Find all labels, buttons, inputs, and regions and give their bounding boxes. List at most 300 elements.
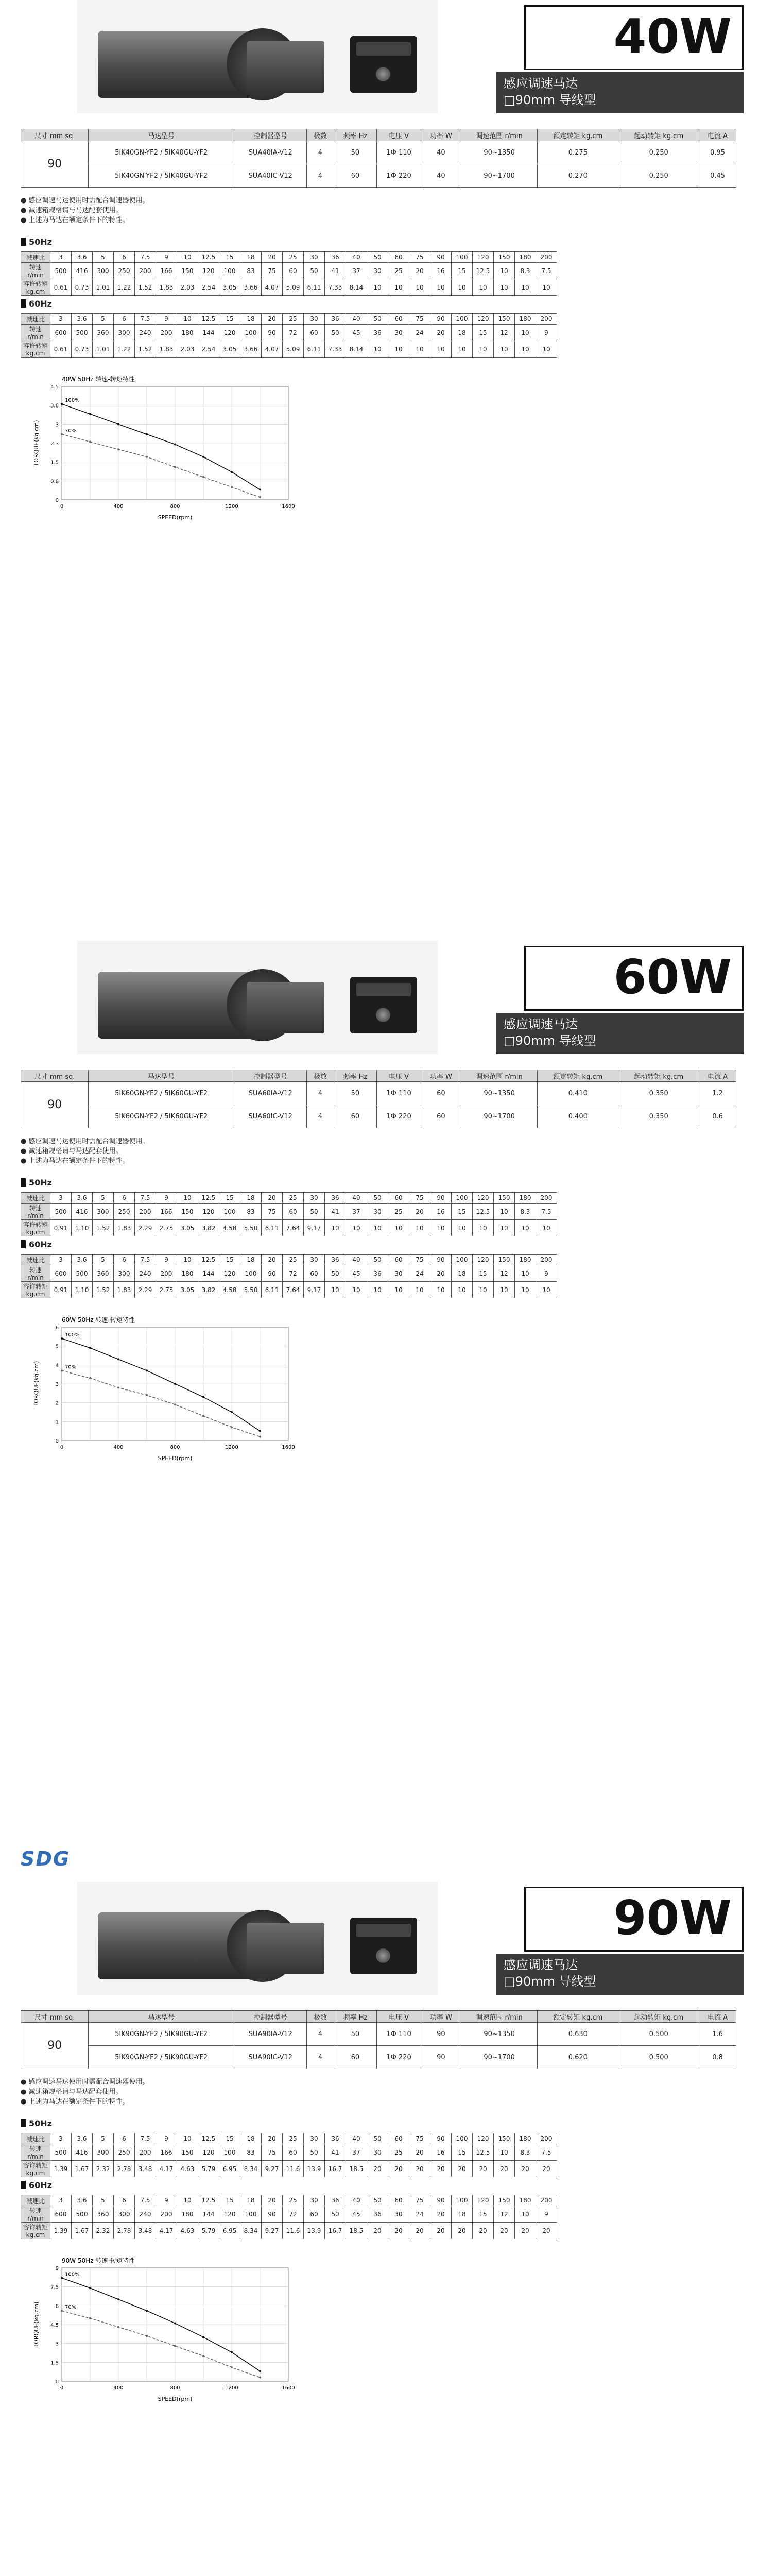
y-tick-label: 1: [55, 1419, 59, 1426]
gear-cell: 120: [219, 325, 240, 341]
series-line: [62, 1338, 260, 1431]
gear-cell: 1.52: [135, 279, 156, 296]
gear-cell: 5.09: [283, 341, 304, 358]
spec-cell-rng: 90~1700: [461, 164, 538, 188]
spec-header-ctrl: 控制器型号: [234, 1070, 307, 1082]
y-tick-label: 3: [55, 2341, 59, 2347]
gear-cell: 83: [240, 1204, 262, 1220]
gear-cell: 180: [177, 2206, 198, 2223]
spec-cell-model: 5IK90GN-YF2 / 5IK90GU-YF2: [89, 2023, 234, 2046]
spec-table: [21, 129, 736, 188]
spec-cell-model: 5IK40GN-YF2 / 5IK40GU-YF2: [89, 141, 234, 164]
gear-cell: 50: [304, 263, 325, 279]
gear-cell: 18.5: [346, 2223, 367, 2239]
data-point: [259, 2370, 261, 2372]
gear-cell: 50: [367, 252, 388, 263]
gear-cell: 10: [515, 279, 536, 296]
legend-label: 100%: [65, 2272, 80, 2278]
controller-image: [350, 1918, 417, 1974]
spec-header-nom: 额定转矩 kg.cm: [538, 1070, 618, 1082]
y-tick-label: 7.5: [50, 2284, 59, 2291]
gear-cell: 3.6: [72, 1255, 93, 1265]
table-row: [21, 2144, 557, 2161]
note-line: ● 减速箱规格请与马达配套使用。: [21, 1147, 123, 1155]
gear-cell: 60: [388, 2133, 409, 2144]
gear-cell: 300: [114, 325, 135, 341]
gear-cell: 60: [283, 263, 304, 279]
gear-row-header: 容许转矩 kg.cm: [21, 1220, 50, 1236]
gear-cell: 3: [50, 1255, 72, 1265]
gear-cell: 6: [114, 314, 135, 325]
gear-cell: 6.11: [262, 1282, 283, 1298]
gear-cell: 20: [409, 2161, 430, 2177]
gear-cell: 20: [367, 2223, 388, 2239]
gear-cell: 0.73: [72, 341, 93, 358]
spec-cell-freq: 50: [334, 141, 376, 164]
x-tick-label: 800: [170, 504, 180, 510]
spec-header-rng: 调速范围 r/min: [461, 2011, 538, 2023]
gear-table-60hz: [21, 1254, 557, 1298]
gear-cell: 7.64: [283, 1282, 304, 1298]
spec-header-start: 起动转矩 kg.cm: [618, 2011, 699, 2023]
data-point: [61, 1369, 63, 1371]
data-point: [146, 2335, 148, 2337]
gear-cell: 3.6: [72, 1193, 93, 1204]
torque-speed-chart: [31, 2252, 299, 2407]
gear-cell: 8.14: [346, 279, 367, 296]
gear-cell: 600: [50, 1265, 72, 1282]
gear-cell: 2.32: [93, 2161, 114, 2177]
gear-cell: 500: [50, 263, 72, 279]
gear-cell: 40: [346, 2195, 367, 2206]
spec-header-frame: 尺寸 mm sq.: [21, 1070, 89, 1082]
spec-table: [21, 1070, 736, 1128]
spec-cell-cap: 90: [421, 2023, 461, 2046]
gear-cell: 8.3: [515, 263, 536, 279]
hz60-label: 60Hz: [21, 2180, 52, 2190]
gear-cell: 2.32: [93, 2223, 114, 2239]
hz60-label: 60Hz: [21, 1240, 52, 1249]
wattage-title: 60W: [613, 950, 732, 1005]
data-point: [202, 1415, 204, 1417]
data-point: [231, 2351, 233, 2353]
gear-cell: 25: [283, 2195, 304, 2206]
series-line: [62, 434, 260, 497]
gear-cell: 12: [494, 325, 515, 341]
gear-cell: 5: [93, 2133, 114, 2144]
gear-cell: 20: [515, 2223, 536, 2239]
gear-cell: 16.7: [325, 2223, 346, 2239]
gear-cell: 3.6: [72, 2195, 93, 2206]
gear-cell: 1.01: [93, 341, 114, 358]
gear-cell: 150: [177, 2144, 198, 2161]
gear-cell: 10: [515, 341, 536, 358]
gear-cell: 180: [515, 252, 536, 263]
gear-cell: 100: [452, 252, 473, 263]
gear-cell: 8.3: [515, 1204, 536, 1220]
gear-cell: 10: [367, 1282, 388, 1298]
gear-cell: 1.39: [50, 2223, 72, 2239]
gear-cell: 150: [177, 1204, 198, 1220]
data-point: [231, 1411, 233, 1413]
spec-header-start: 起动转矩 kg.cm: [618, 129, 699, 141]
y-tick-label: 3: [55, 1382, 59, 1387]
x-tick-label: 800: [170, 2385, 180, 2391]
product-photo: [77, 0, 438, 113]
gear-cell: 20: [262, 2195, 283, 2206]
data-point: [202, 476, 204, 478]
gear-cell: 10: [536, 1282, 557, 1298]
gear-cell: 36: [325, 1193, 346, 1204]
gear-cell: 24: [409, 2206, 430, 2223]
gear-cell: 12.5: [198, 252, 219, 263]
gear-cell: 10: [515, 1265, 536, 1282]
gear-cell: 12.5: [473, 1204, 494, 1220]
gear-cell: 3.82: [198, 1220, 219, 1236]
data-point: [146, 433, 148, 435]
gear-cell: 9: [156, 252, 177, 263]
gear-cell: 16: [430, 263, 452, 279]
data-point: [146, 1369, 148, 1371]
note-line: ● 感应调速马达使用时需配合调速器使用。: [21, 2078, 149, 2086]
spec-cell-nom: 0.630: [538, 2023, 618, 2046]
gear-cell: 3.66: [240, 341, 262, 358]
speed-knob-icon: [376, 1948, 390, 1963]
gear-cell: 30: [304, 314, 325, 325]
series-line: [62, 2311, 260, 2378]
subtitle-band: [496, 1954, 744, 1995]
gear-cell: 200: [536, 2133, 557, 2144]
gear-cell: 36: [367, 1265, 388, 1282]
gear-cell: 150: [494, 252, 515, 263]
data-point: [89, 413, 91, 415]
gear-cell: 37: [346, 2144, 367, 2161]
legend-label: 100%: [65, 1332, 80, 1338]
gear-cell: 500: [72, 1265, 93, 1282]
spec-cell-rng: 90~1350: [461, 141, 538, 164]
gear-cell: 60: [388, 252, 409, 263]
gear-cell: 120: [198, 2144, 219, 2161]
gear-cell: 10: [515, 325, 536, 341]
data-point: [174, 466, 176, 468]
gear-cell: 166: [156, 263, 177, 279]
gear-cell: 300: [93, 2144, 114, 2161]
gear-cell: 1.67: [72, 2223, 93, 2239]
table-row: [21, 2133, 557, 2144]
data-point: [117, 2326, 119, 2328]
table-row: [21, 1255, 557, 1265]
gear-cell: 37: [346, 1204, 367, 1220]
gear-cell: 15: [473, 325, 494, 341]
gear-cell: 200: [536, 1193, 557, 1204]
gear-cell: 15: [219, 1193, 240, 1204]
gear-cell: 18: [240, 2133, 262, 2144]
product-section: [0, 0, 759, 941]
frame-type: □90mm 导线型: [504, 93, 596, 107]
data-point: [117, 1386, 119, 1388]
gear-cell: 18: [240, 1255, 262, 1265]
gear-cell: 10: [452, 1220, 473, 1236]
gear-cell: 6: [114, 1255, 135, 1265]
gear-cell: 9: [536, 325, 557, 341]
note-line: ● 上述为马达在额定条件下的特性。: [21, 216, 129, 224]
data-point: [231, 2366, 233, 2368]
gear-cell: 5: [93, 1255, 114, 1265]
gear-cell: 10: [494, 279, 515, 296]
gear-cell: 25: [283, 2133, 304, 2144]
gear-cell: 60: [304, 1265, 325, 1282]
spec-header-model: 马达型号: [89, 129, 234, 141]
note-line: ● 上述为马达在额定条件下的特性。: [21, 1157, 129, 1165]
y-tick-label: 2: [55, 1400, 59, 1406]
gear-cell: 2.29: [135, 1220, 156, 1236]
spec-header-ctrl: 控制器型号: [234, 2011, 307, 2023]
gear-cell: 5.09: [283, 279, 304, 296]
gear-cell: 600: [50, 2206, 72, 2223]
gear-cell: 20: [409, 2144, 430, 2161]
gear-cell: 30: [304, 2133, 325, 2144]
frame-size: 90: [21, 2023, 89, 2069]
gear-cell: 7.5: [536, 2144, 557, 2161]
gear-cell: 120: [219, 1265, 240, 1282]
gear-cell: 4.17: [156, 2161, 177, 2177]
spec-header-cap: 功率 W: [421, 1070, 461, 1082]
gear-cell: 90: [262, 325, 283, 341]
gear-cell: 500: [72, 2206, 93, 2223]
y-tick-label: 3: [55, 422, 59, 428]
gear-cell: 20: [430, 2161, 452, 2177]
gear-cell: 15: [473, 2206, 494, 2223]
spec-header-pole: 极数: [307, 2011, 334, 2023]
gear-cell: 500: [50, 1204, 72, 1220]
spec-cell-nom: 0.620: [538, 2046, 618, 2069]
gear-cell: 7.33: [325, 279, 346, 296]
note-line: ● 减速箱规格请与马达配套使用。: [21, 2088, 123, 2096]
spec-cell-model: 5IK40GN-YF2 / 5IK40GU-YF2: [89, 164, 234, 188]
gear-cell: 10: [494, 2144, 515, 2161]
gear-cell: 200: [135, 263, 156, 279]
gear-cell: 10: [430, 341, 452, 358]
gear-cell: 75: [262, 1204, 283, 1220]
gear-cell: 75: [409, 314, 430, 325]
gear-cell: 600: [50, 325, 72, 341]
gear-cell: 20: [262, 2133, 283, 2144]
gear-cell: 100: [240, 2206, 262, 2223]
spec-cell-nom: 0.275: [538, 141, 618, 164]
gear-cell: 200: [156, 2206, 177, 2223]
spec-cell-ctrl: SUA40IA-V12: [234, 141, 307, 164]
gear-cell: 180: [177, 1265, 198, 1282]
table-row: [21, 1105, 736, 1128]
gear-cell: 150: [494, 1193, 515, 1204]
spec-header-start: 起动转矩 kg.cm: [618, 1070, 699, 1082]
gear-cell: 8.34: [240, 2223, 262, 2239]
gear-cell: 0.61: [50, 341, 72, 358]
spec-cell-rng: 90~1350: [461, 2023, 538, 2046]
gear-cell: 16.7: [325, 2161, 346, 2177]
gear-cell: 75: [409, 1193, 430, 1204]
series-line: [62, 404, 260, 489]
gear-cell: 18: [452, 2206, 473, 2223]
gear-cell: 41: [325, 1204, 346, 1220]
data-point: [146, 456, 148, 458]
data-point: [202, 2355, 204, 2357]
gear-cell: 10: [536, 279, 557, 296]
x-tick-label: 800: [170, 1445, 180, 1450]
gear-cell: 6: [114, 2195, 135, 2206]
gear-cell: 3: [50, 1193, 72, 1204]
gear-cell: 20: [409, 1204, 430, 1220]
table-row: [21, 1193, 557, 1204]
notes: [21, 1137, 731, 1166]
gear-cell: 120: [473, 1193, 494, 1204]
data-point: [89, 1377, 91, 1379]
x-tick-label: 1200: [225, 1445, 238, 1450]
gear-cell: 50: [304, 2144, 325, 2161]
gear-cell: 10: [430, 1220, 452, 1236]
gear-cell: 6.95: [219, 2223, 240, 2239]
hz50-label: 50Hz: [21, 237, 52, 247]
gear-cell: 72: [283, 325, 304, 341]
gear-cell: 30: [388, 1265, 409, 1282]
x-tick-label: 1600: [282, 1445, 295, 1450]
product-section: [0, 941, 759, 1882]
gear-cell: 9.27: [262, 2223, 283, 2239]
gear-cell: 45: [346, 325, 367, 341]
gear-cell: 25: [388, 263, 409, 279]
gear-cell: 41: [325, 263, 346, 279]
spec-header-pole: 极数: [307, 1070, 334, 1082]
gear-cell: 20: [473, 2223, 494, 2239]
gear-cell: 4.07: [262, 279, 283, 296]
gear-cell: 60: [304, 325, 325, 341]
gearhead-image: [247, 982, 324, 1033]
spec-header-nom: 额定转矩 kg.cm: [538, 129, 618, 141]
spec-cell-ctrl: SUA60IC-V12: [234, 1105, 307, 1128]
gear-cell: 10: [473, 1282, 494, 1298]
gear-cell: 16: [430, 1204, 452, 1220]
y-tick-label: 6: [55, 2303, 59, 2310]
y-tick-label: 4: [55, 1363, 59, 1369]
chart-title: 40W 50Hz 转速-转矩特性: [62, 376, 135, 383]
spec-cell-freq: 50: [334, 1082, 376, 1105]
gear-cell: 25: [283, 1255, 304, 1265]
gear-row-header: 容许转矩 kg.cm: [21, 341, 50, 358]
gear-cell: 150: [494, 2133, 515, 2144]
hz50-label: 50Hz: [21, 1178, 52, 1188]
gear-cell: 10: [177, 2195, 198, 2206]
gear-cell: 12.5: [473, 2144, 494, 2161]
table-row: [21, 1282, 557, 1298]
gear-cell: 3.48: [135, 2161, 156, 2177]
frame-size: 90: [21, 141, 89, 188]
spec-header-model: 马达型号: [89, 1070, 234, 1082]
table-row: [21, 252, 557, 263]
gear-cell: 40: [346, 1193, 367, 1204]
gear-cell: 120: [473, 314, 494, 325]
table-row: [21, 1082, 736, 1105]
gear-cell: 360: [93, 2206, 114, 2223]
gear-cell: 500: [72, 325, 93, 341]
gear-cell: 120: [473, 252, 494, 263]
gear-cell: 10: [494, 263, 515, 279]
gear-cell: 6.11: [304, 341, 325, 358]
gear-cell: 20: [409, 2223, 430, 2239]
gear-cell: 12: [494, 1265, 515, 1282]
gear-cell: 2.75: [156, 1220, 177, 1236]
gear-cell: 416: [72, 2144, 93, 2161]
gear-cell: 3.66: [240, 279, 262, 296]
data-point: [259, 1436, 261, 1438]
gear-cell: 6: [114, 2133, 135, 2144]
gearhead-image: [247, 1923, 324, 1974]
gear-cell: 1.22: [114, 341, 135, 358]
gear-row-header: 转速 r/min: [21, 1265, 50, 1282]
spec-cell-start: 0.250: [618, 141, 699, 164]
x-axis-label: SPEED(rpm): [158, 514, 193, 521]
gear-cell: 150: [177, 263, 198, 279]
gear-cell: 2.54: [198, 341, 219, 358]
gear-cell: 20: [430, 2206, 452, 2223]
spec-cell-ctrl: SUA60IA-V12: [234, 1082, 307, 1105]
subtitle-band: [496, 1013, 744, 1054]
gear-cell: 50: [325, 325, 346, 341]
table-row: [21, 314, 557, 325]
data-point: [231, 486, 233, 488]
gear-cell: 3.05: [177, 1220, 198, 1236]
gear-cell: 200: [536, 2195, 557, 2206]
gear-cell: 180: [515, 314, 536, 325]
legend-label: 100%: [65, 398, 80, 404]
table-row: [21, 164, 736, 188]
gear-cell: 30: [304, 252, 325, 263]
product-photo: [77, 1882, 438, 1995]
spec-cell-cur: 0.95: [699, 141, 736, 164]
legend-label: 70%: [65, 2304, 77, 2311]
gear-cell: 9.27: [262, 2161, 283, 2177]
spec-cell-volt: 1Ф 110: [377, 1082, 421, 1105]
gear-cell: 30: [388, 2206, 409, 2223]
gear-cell: 300: [114, 2206, 135, 2223]
gear-cell: 12.5: [198, 1255, 219, 1265]
data-point: [259, 1430, 261, 1432]
table-row: [21, 263, 557, 279]
controller-display: [356, 42, 411, 56]
gear-cell: 36: [367, 2206, 388, 2223]
hz50-label: 50Hz: [21, 2119, 52, 2128]
spec-cell-pole: 4: [307, 2023, 334, 2046]
spec-cell-model: 5IK60GN-YF2 / 5IK60GU-YF2: [89, 1082, 234, 1105]
gear-cell: 10: [177, 314, 198, 325]
gear-cell: 6: [114, 1193, 135, 1204]
gear-cell: 0.91: [50, 1220, 72, 1236]
spec-cell-cap: 60: [421, 1082, 461, 1105]
gear-cell: 90: [430, 2195, 452, 2206]
gear-cell: 9: [156, 1193, 177, 1204]
gear-cell: 20: [388, 2223, 409, 2239]
data-point: [89, 1347, 91, 1349]
gear-cell: 30: [304, 1255, 325, 1265]
gear-cell: 200: [536, 314, 557, 325]
gear-cell: 0.61: [50, 279, 72, 296]
spec-header-rng: 调速范围 r/min: [461, 1070, 538, 1082]
gear-cell: 15: [219, 2195, 240, 2206]
gear-cell: 100: [219, 263, 240, 279]
gear-cell: 10: [388, 1220, 409, 1236]
gear-cell: 5: [93, 1193, 114, 1204]
gear-row-header: 转速 r/min: [21, 325, 50, 341]
table-row: [21, 2046, 736, 2069]
